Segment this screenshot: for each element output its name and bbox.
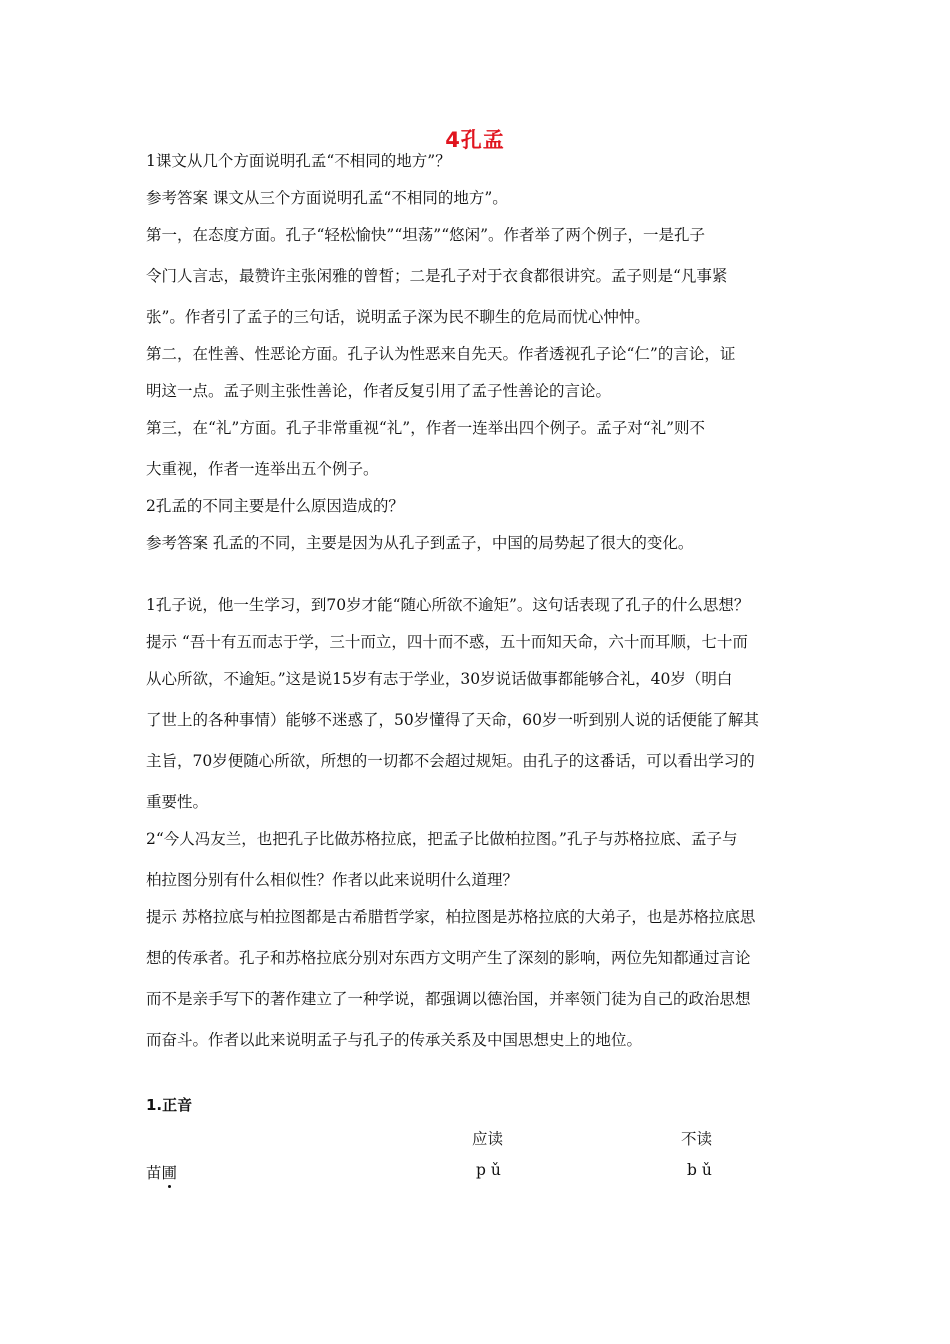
question-1: 1课文从几个方面说明孔孟“不相同的地方”？	[146, 152, 451, 170]
paragraph-line: 提示 苏格拉底与柏拉图都是古希腊哲学家，柏拉图是苏格拉底的大弟子，也是苏格拉底思	[146, 908, 756, 926]
section-heading: 1.正音	[146, 1096, 193, 1114]
table-row-word	[146, 1161, 177, 1183]
page-title: 4孔孟	[445, 128, 505, 152]
exercise-2: 2“今人冯友兰，也把孔子比做苏格拉底，把孟子比做柏拉图。”孔子与苏格拉底、孟子与	[146, 830, 738, 848]
paragraph-line: 张”。作者引了孟子的三句话，说明孟子深为民不聊生的危局而忧心忡忡。	[146, 308, 650, 326]
paragraph-line: 而不是亲手写下的著作建立了一种学说，都强调以德治国，并率领门徒为自己的政治思想	[146, 990, 751, 1008]
paragraph-line: 主旨，70岁便随心所欲，所想的一切都不会超过规矩。由孔子的这番话，可以看出学习的	[146, 752, 755, 770]
question-2: 2孔孟的不同主要是什么原因造成的？	[146, 497, 404, 515]
answer-1: 参考答案 课文从三个方面说明孔孟“不相同的地方”。	[146, 189, 508, 207]
column-header-wrong: 不读	[681, 1130, 713, 1148]
answer-2: 参考答案 孔孟的不同，主要是因为从孔子到孟子，中国的局势起了很大的变化。	[146, 534, 694, 552]
paragraph-line: 第一，在态度方面。孔子“轻松愉快”“坦荡”“悠闲”。作者举了两个例子，一是孔子	[146, 226, 706, 244]
paragraph-line: 令门人言志，最赞许主张闲雅的曾皙；二是孔子对于衣食都很讲究。孟子则是“凡事紧	[146, 267, 728, 285]
paragraph-line: 提示 “吾十有五而志于学，三十而立，四十而不惑，五十而知天命，六十而耳顺，七十而	[146, 633, 748, 651]
paragraph-line: 明这一点。孟子则主张性善论，作者反复引用了孟子性善论的言论。	[146, 382, 612, 400]
paragraph-line: 大重视，作者一连举出五个例子。	[146, 460, 379, 478]
paragraph-line: 而奋斗。作者以此来说明孟子与孔子的传承关系及中国思想史上的地位。	[146, 1031, 643, 1049]
paragraph-line: 第三，在“礼”方面。孔子非常重视“礼”，作者一连举出四个例子。孟子对“礼”则不	[146, 419, 706, 437]
marked-char: 圃	[161, 1164, 178, 1182]
paragraph-line: 从心所欲，不逾矩。”这是说15岁有志于学业，30岁说话做事都能够合礼，40岁（明白	[146, 670, 733, 688]
paragraph-line: 第二，在性善、性恶论方面。孔子认为性恶来自先天。作者透视孔子论“仁”的言论，证	[146, 345, 736, 363]
paragraph-line: 重要性。	[146, 793, 209, 811]
paragraph-line: 想的传承者。孔子和苏格拉底分别对东西方文明产生了深刻的影响，两位先知都通过言论	[146, 949, 751, 967]
word-char: 苗	[146, 1164, 162, 1182]
column-header-correct: 应读	[472, 1130, 504, 1148]
table-row-correct-reading: p ǔ	[476, 1161, 501, 1179]
table-row-wrong-reading: b ǔ	[687, 1161, 712, 1179]
paragraph-line: 了世上的各种事情）能够不迷惑了，50岁懂得了天命，60岁一听到别人说的话便能了解其	[146, 711, 759, 729]
exercise-1: 1孔子说，他一生学习，到70岁才能“随心所欲不逾矩”。这句话表现了孔子的什么思想？	[146, 596, 750, 614]
paragraph-line: 柏拉图分别有什么相似性？作者以此来说明什么道理？	[146, 871, 519, 889]
